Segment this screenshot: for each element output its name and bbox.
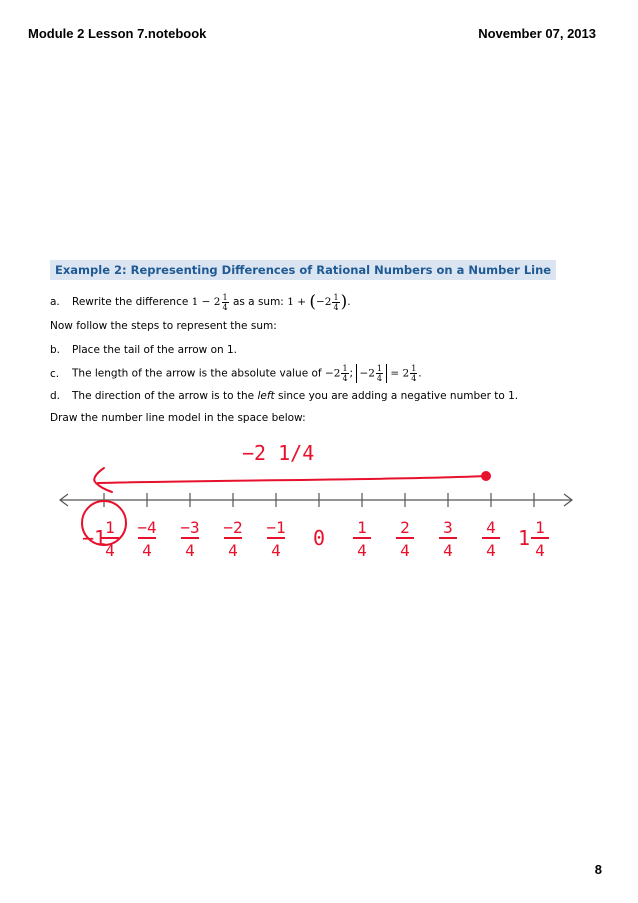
tick-label-numerator: −3	[180, 518, 200, 537]
fraction-denominator: 4	[376, 374, 383, 383]
tick-label	[266, 518, 285, 560]
tick-label-numerator: 1	[357, 518, 367, 537]
sum-arrow-shaft	[98, 476, 486, 483]
tick-label-denominator: 4	[142, 541, 152, 560]
fraction-numerator: 1	[411, 364, 417, 373]
tick-label-denominator: 4	[228, 541, 238, 560]
tick-label-numerator: 2	[400, 518, 410, 537]
tick-label	[313, 526, 325, 550]
step-d-text: The direction of the arrow is to the	[72, 390, 255, 402]
step-b-label: b.	[50, 344, 61, 356]
open-paren: (	[309, 292, 316, 312]
fraction-denominator: 4	[342, 374, 348, 383]
tick-label-numerator: 4	[486, 518, 496, 537]
step-d-label: d.	[50, 390, 61, 402]
step-a-label: a.	[50, 296, 60, 308]
notebook-title: Module 2 Lesson 7.notebook	[28, 26, 207, 41]
fraction-numerator: 1	[342, 364, 348, 373]
separator: ;	[349, 367, 354, 380]
tick-label	[137, 518, 156, 560]
sum-lead: 1 +	[287, 296, 307, 308]
tick-label	[82, 518, 119, 560]
step-b-text: Place the tail of the arrow on 1.	[72, 344, 238, 356]
step-c-label: c.	[50, 367, 60, 380]
tick-label-numerator: −2	[223, 518, 243, 537]
tick-label-denominator: 4	[357, 541, 367, 560]
fraction-numerator: 1	[333, 292, 339, 302]
tick-label-numerator: −4	[137, 518, 157, 537]
step-c-text: The length of the arrow is the absolute value of	[72, 367, 322, 380]
notebook-date: November 07, 2013	[478, 26, 596, 41]
fraction-denominator: 4	[333, 302, 339, 312]
step-a-text: Rewrite the difference	[72, 296, 189, 308]
tick-label-numerator: 1	[105, 518, 115, 537]
arrow-tail-dot	[482, 472, 490, 480]
sum-arrow-head-icon	[94, 468, 112, 492]
tick-label-whole: −1	[81, 526, 107, 550]
tick-label-whole: 1	[517, 526, 531, 550]
tick-label-numerator: 3	[443, 518, 453, 537]
tick-label	[223, 518, 242, 560]
fraction-numerator: 1	[376, 364, 383, 373]
step-c-end: .	[418, 367, 422, 380]
value-whole: −2	[324, 367, 341, 380]
fraction-denominator: 4	[222, 302, 228, 312]
tick-labels	[82, 518, 549, 560]
close-paren: )	[340, 292, 348, 312]
tick-label	[439, 518, 457, 560]
tick-label-denominator: 4	[486, 541, 496, 560]
fraction-numerator: 1	[222, 292, 228, 302]
instruction-draw: Draw the number line model in the space below:	[50, 412, 306, 424]
tick-label	[180, 518, 199, 560]
example-title: Example 2: Representing Differences of Rational Numbers on a Number Line	[50, 260, 556, 280]
step-a-text-mid: as a sum:	[232, 296, 284, 308]
abs-whole: −2	[359, 367, 375, 380]
tick-label-denominator: 4	[271, 541, 281, 560]
difference-expression: 1 − 2	[191, 296, 221, 308]
number-line	[60, 493, 572, 507]
tick-label-numerator: 1	[535, 518, 545, 537]
fraction-denominator: 4	[411, 374, 417, 383]
arrow-length-label: −2 1/4	[242, 441, 315, 465]
step-d-emphasis: left	[257, 390, 275, 402]
tick-label	[518, 518, 549, 560]
abs-result: = 2	[390, 367, 410, 380]
sum-inner: −2	[316, 296, 332, 308]
tick-label-denominator: 4	[105, 541, 115, 560]
step-d-text-after: since you are adding a negative number to 1.	[277, 390, 519, 402]
tick-label-denominator: 4	[185, 541, 195, 560]
step-a-end: .	[347, 296, 351, 308]
instruction-now: Now follow the steps to represent the sum:	[50, 320, 277, 332]
tick-label-denominator: 4	[443, 541, 453, 560]
tick-label	[353, 518, 371, 560]
tick-label-denominator: 4	[535, 541, 545, 560]
tick-label-text: 0	[312, 526, 326, 550]
page-number: 8	[594, 862, 602, 877]
tick-label-denominator: 4	[400, 541, 410, 560]
tick-label	[482, 518, 500, 560]
tick-label-numerator: −1	[266, 518, 286, 537]
tick-label	[396, 518, 414, 560]
